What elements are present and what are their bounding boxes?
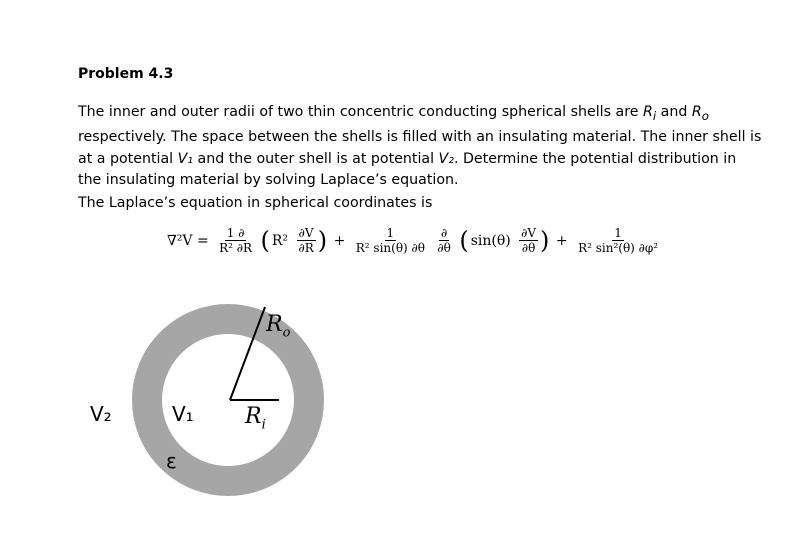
statement-line-1: The inner and outer radii of two thin concentric conducting spherical shells are $R_i$ and $R_o$: [78, 104, 709, 123]
label-epsilon: ε: [166, 449, 177, 473]
term1-inner-fraction: $\frac{\partial V}{\partial R}$: [298, 226, 314, 255]
problem-title: Problem 4.3: [78, 66, 174, 82]
label-ro: $R_o$: [266, 312, 291, 341]
term2-inner-fraction: $\frac{\partial V}{\partial\theta}$: [521, 226, 537, 255]
statement-line-3: at a potential V₁ and the outer shell is at potential V₂. Determine the potential distribution in: [78, 150, 737, 167]
term1-fraction: $\frac{1 \partial}{\text{R² ∂R}}$: [219, 226, 253, 255]
label-ri: $R_i$: [245, 404, 266, 433]
term3-fraction: $\frac{1}{\text{R² sin²(θ) ∂φ²}}$: [578, 226, 659, 255]
symbol-ro: $R_o$: [691, 104, 709, 123]
statement-line-4: the insulating material by solving Laplace’s equation.: [78, 172, 459, 189]
symbol-v1: V₁: [177, 150, 193, 167]
laplace-equation: ∇²V = $\frac{1 \partial}{\text{R² ∂R}}$ ( R² $\frac{\partial V}{\partial R}$ ) + $\frac{1}{\text{R² sin(θ) ∂θ}}$ $\frac{\partial}{\partial\theta}$ ( sin(θ) $\frac{\partial V}{\partial\theta}$ ) + $\frac{1}{\text{R² sin²(θ) ∂φ²}}$: [167, 226, 659, 255]
term2-derivative: $\frac{\partial}{\partial\theta}$: [437, 226, 451, 255]
equation-intro: The Laplace’s equation in spherical coordinates is: [78, 195, 433, 211]
term2-fraction: $\frac{1}{\text{R² sin(θ) ∂θ}}$: [355, 226, 425, 255]
statement-line-2: respectively. The space between the shells is filled with an insulating material. The inner shell is: [78, 129, 762, 146]
label-v1: V₁: [172, 402, 194, 426]
equation-lhs: ∇²V =: [167, 232, 209, 249]
symbol-ri: $R_i$: [642, 104, 657, 123]
label-v2: V₂: [90, 402, 112, 426]
symbol-v2: V₂: [438, 150, 454, 167]
